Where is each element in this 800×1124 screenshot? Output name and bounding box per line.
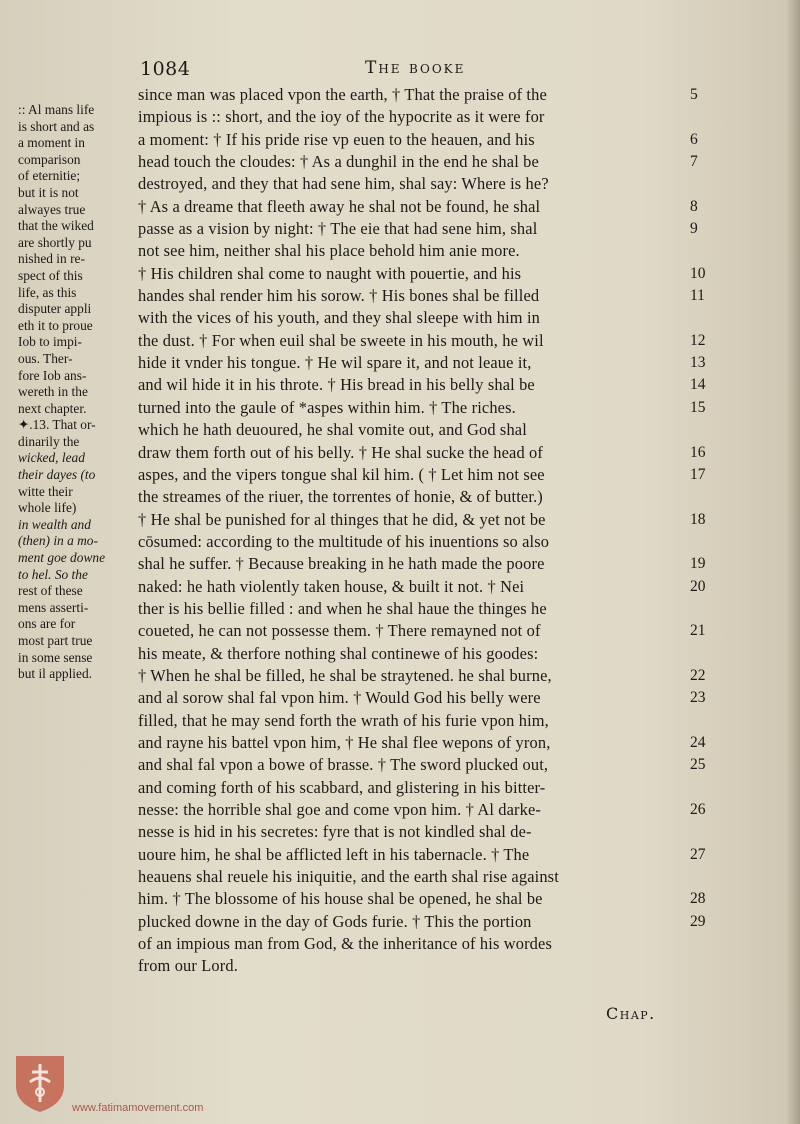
margin-note-line: in some sense — [18, 649, 93, 665]
margin-note-line: witte their — [18, 483, 73, 499]
watermark-url: www.fatimamovement.com — [72, 1102, 204, 1114]
body-line: the streames of the riuer, the torrentes of honie, & of butter.) — [138, 487, 543, 507]
verse-number-column — [690, 84, 730, 978]
verse-number: 21 — [690, 622, 706, 640]
body-line: of an impious man from God, & the inheritance of his wordes — [138, 934, 552, 954]
verse-number — [690, 307, 730, 329]
verse-number: 17 — [690, 465, 706, 483]
page-header — [140, 58, 690, 86]
body-line: and al sorow shal fal vpon him. † Would God his belly were — [138, 688, 541, 708]
verse-number: 24 — [690, 733, 706, 751]
verse-number: 16 — [690, 443, 706, 461]
margin-note-line: ous. Ther- — [18, 350, 73, 366]
verse-number — [690, 240, 730, 262]
verse-number — [690, 173, 730, 195]
verse-number — [690, 777, 730, 799]
margin-note-line: fore Iob ans- — [18, 367, 87, 383]
margin-note-line: dinarily the — [18, 433, 80, 449]
margin-note-line: whole life) — [18, 500, 77, 516]
body-line: which he hath deuoured, he shal vomite out, and God shal — [138, 420, 527, 440]
body-line: and coming forth of his scabbard, and glistering in his bitter- — [138, 777, 546, 797]
margin-note-line: eth it to proue — [18, 317, 93, 333]
running-title: The booke — [365, 58, 466, 78]
margin-note-line: comparison — [18, 151, 81, 167]
verse-number: 26 — [690, 801, 706, 818]
body-line: coueted, he can not possesse them. † There remayned not of — [138, 621, 541, 641]
body-line: and shal fal vpon a bowe of brasse. † The sword plucked out, — [138, 755, 549, 775]
body-line: † He shal be punished for al thinges that he did, & yet not be — [138, 509, 546, 529]
margin-note-line: ons are for — [18, 616, 76, 632]
margin-note-line: :: Al mans life — [18, 102, 95, 117]
body-line: nesse: the horrible shal goe and come vpon him. † Al darke- — [138, 800, 542, 819]
margin-note-line: life, as this — [18, 284, 77, 300]
verse-number — [690, 821, 730, 843]
verse-number — [690, 710, 730, 732]
margin-note-line: nished in re- — [18, 251, 85, 267]
body-line: passe as a vision by night: † The eie that had sene him, shal — [138, 219, 538, 239]
verse-number: 13 — [690, 354, 706, 372]
margin-note-line: but il applied. — [18, 666, 93, 682]
body-line: filled, that he may send forth the wrath of his furie vpon him, — [138, 710, 549, 730]
margin-note-line: to hel. So the — [18, 566, 88, 582]
verse-number — [690, 531, 730, 553]
verse-number — [690, 866, 730, 888]
verse-number: 29 — [690, 912, 706, 930]
verse-number: 25 — [690, 756, 706, 774]
verse-number: 23 — [690, 689, 706, 707]
body-line: † When he shal be filled, he shal be straytened. he shal burne, — [138, 665, 552, 685]
body-line: his meate, & therfore nothing shal continewe of his goodes: — [138, 643, 539, 663]
body-line: nesse is hid in his secretes: fyre that is not kindled shal de- — [138, 822, 532, 842]
margin-note-line: spect of this — [18, 267, 83, 283]
body-line: ther is his bellie filled : and when he shal haue the thinges he — [138, 598, 547, 618]
verse-number — [690, 106, 730, 128]
verse-number — [690, 955, 730, 977]
body-line: him. † The blossome of his house shal be opened, he shal be — [138, 889, 543, 909]
body-line: since man was placed vpon the earth, † That the praise of the — [138, 85, 547, 104]
body-line: destroyed, and they that had sene him, shal say: Where is he? — [138, 174, 549, 194]
margin-note-line: rest of these — [18, 583, 83, 599]
watermark-logo-icon — [12, 1052, 68, 1114]
body-line: and wil hide it in his throte. † His bread in his belly shal be — [138, 375, 535, 395]
verse-number: 19 — [690, 555, 706, 573]
margin-note-line: next chapter. — [18, 400, 87, 416]
margin-note-line: disputer appli — [18, 301, 92, 317]
margin-note-line: mens asserti- — [18, 599, 89, 615]
verse-number: 12 — [690, 331, 706, 349]
margin-annotation — [18, 102, 134, 683]
body-line: with the vices of his youth, and they shal sleepe with him in — [138, 308, 541, 328]
margin-note-line: are shortly pu — [18, 234, 92, 250]
catchword: Chap. — [606, 1004, 656, 1023]
verse-number: 14 — [690, 376, 706, 394]
page-number: 1084 — [140, 58, 191, 80]
body-line: handes shal render him his sorow. † His bones shal be filled — [138, 286, 540, 306]
verse-number: 7 — [690, 153, 698, 171]
margin-note-line: Iob to impi- — [18, 334, 82, 350]
verse-number: 22 — [690, 666, 706, 684]
verse-number: 5 — [690, 86, 698, 103]
verse-number: 10 — [690, 264, 706, 282]
verse-number: 27 — [690, 845, 706, 863]
margin-note-line: ment goe downe — [18, 550, 106, 566]
verse-number — [690, 486, 730, 508]
verse-number — [690, 598, 730, 620]
body-line: impious is :: short, and the ioy of the hypocrite as it were for — [138, 107, 545, 127]
body-line: turned into the gaule of *aspes within him. † The riches. — [138, 397, 516, 417]
verse-number: 9 — [690, 220, 698, 238]
verse-number: 6 — [690, 130, 698, 148]
margin-note-line: alwayes true — [18, 201, 86, 217]
margin-note-line: wicked, lead — [18, 450, 85, 466]
verse-number: 15 — [690, 398, 706, 416]
body-line: draw them forth out of his belly. † He shal sucke the head of — [138, 442, 543, 462]
body-line: plucked downe in the day of Gods furie. † This the portion — [138, 911, 532, 931]
margin-note-line: (then) in a mo- — [18, 533, 98, 549]
body-line: aspes, and the vipers tongue shal kil him. ( † Let him not see — [138, 464, 545, 484]
margin-note-line: wereth in the — [18, 384, 88, 400]
body-line: uoure him, he shal be afflicted left in his tabernacle. † The — [138, 844, 530, 864]
body-line: hide it vnder his tongue. † He wil spare it, and not leaue it, — [138, 353, 532, 373]
verse-number: 28 — [690, 890, 706, 908]
margin-note-line: their dayes (to — [18, 467, 96, 483]
verse-number: 18 — [690, 510, 706, 528]
margin-note-line: ✦.13. That or- — [18, 417, 96, 433]
body-text — [138, 84, 690, 978]
body-line: † His children shal come to naught with pouertie, and his — [138, 263, 522, 283]
margin-note-line: is short and as — [18, 118, 95, 134]
body-line: head touch the cloudes: † As a dunghil in the end he shal be — [138, 152, 539, 172]
margin-note-line: in wealth and — [18, 516, 91, 532]
verse-number: 8 — [690, 197, 698, 215]
body-line: naked: he hath violently taken house, & built it not. † Nei — [138, 576, 525, 596]
verse-number — [690, 643, 730, 665]
verse-number: 20 — [690, 577, 706, 595]
verse-number — [690, 933, 730, 955]
body-line: shal he suffer. † Because breaking in he hath made the poore — [138, 554, 545, 574]
body-line: † As a dreame that fleeth away he shal not be found, he shal — [138, 196, 541, 216]
verse-number: 11 — [690, 287, 705, 305]
body-line: the dust. † For when euil shal be sweete in his mouth, he wil — [138, 330, 544, 350]
margin-note-line: most part true — [18, 633, 93, 648]
margin-note-line: that the wiked — [18, 218, 94, 234]
body-line: not see him, neither shal his place behold him anie more. — [138, 241, 520, 261]
body-line: a moment: † If his pride rise vp euen to the heauen, and his — [138, 129, 535, 149]
body-line: from our Lord. — [138, 956, 238, 976]
body-line: heauens shal reuele his iniquitie, and the earth shal rise against — [138, 867, 559, 887]
margin-note-line: but it is not — [18, 184, 79, 200]
margin-note-line: of eternitie; — [18, 168, 81, 184]
body-line: and rayne his battel vpon him, † He shal flee wepons of yron, — [138, 732, 551, 752]
verse-number — [690, 419, 730, 441]
margin-note-line: a moment in — [18, 135, 85, 151]
body-line: cōsumed: according to the multitude of his inuentions so also — [138, 531, 550, 551]
page-edge-shadow — [786, 0, 800, 1124]
